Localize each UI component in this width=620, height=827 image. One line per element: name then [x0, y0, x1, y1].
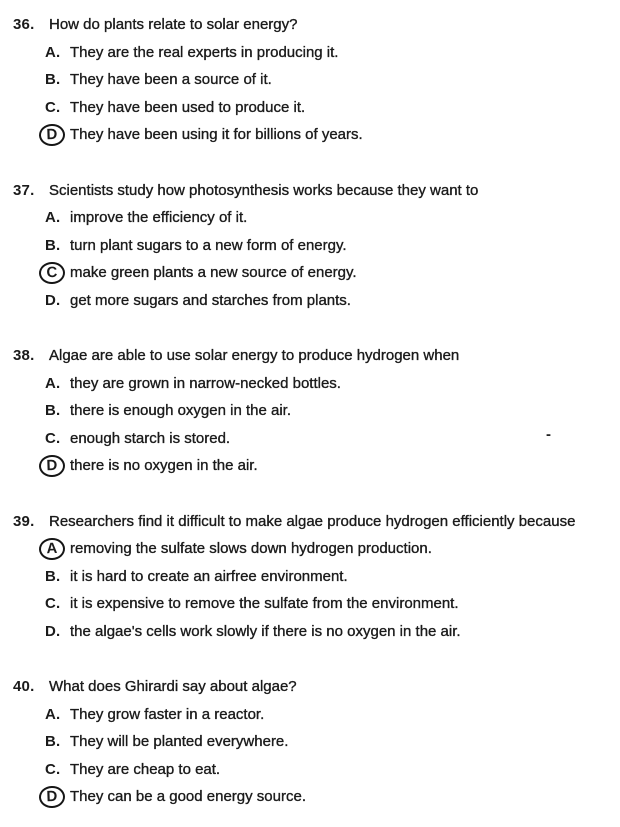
answer-option: [0, 397, 620, 425]
option-letter: B.: [45, 236, 61, 254]
answer-option: [0, 39, 620, 67]
question-text: Algae are able to use solar energy to produce hydrogen when: [49, 347, 460, 364]
option-letter: C.: [45, 760, 61, 778]
option-letter-circled-answer: D: [39, 455, 66, 478]
option-text: there is enough oxygen in the air.: [70, 402, 291, 419]
option-letter-circled-answer: A: [39, 538, 66, 561]
answer-option: [0, 563, 620, 591]
question-40: [0, 673, 620, 811]
option-letter: D.: [45, 622, 61, 640]
answer-option: [0, 618, 620, 646]
answer-option: [0, 783, 620, 811]
option-text: make green plants a new source of energy.: [70, 264, 357, 281]
answer-option: [0, 66, 620, 94]
question-line: [0, 177, 620, 205]
option-letter: A.: [45, 705, 61, 723]
option-text: They have been a source of it.: [70, 71, 272, 88]
answer-option: [0, 94, 620, 122]
option-text: removing the sulfate slows down hydrogen production.: [70, 540, 432, 557]
answer-option: [0, 204, 620, 232]
question-line: [0, 673, 620, 701]
option-letter: D.: [45, 291, 61, 309]
answer-option: [0, 121, 620, 149]
option-list: [0, 701, 620, 811]
question-text: Researchers find it difficult to make algae produce hydrogen efficiently because: [49, 512, 576, 530]
question-37: [0, 177, 620, 315]
option-letter: A.: [45, 209, 61, 226]
option-text: They grow faster in a reactor.: [70, 705, 265, 723]
option-text: get more sugars and starches from plants.: [70, 291, 351, 309]
option-letter: B.: [45, 402, 61, 419]
answer-option: [0, 425, 620, 453]
option-text: They are the real experts in producing it.: [70, 43, 339, 61]
option-text: They will be planted everywhere.: [70, 733, 289, 750]
answer-option: [0, 590, 620, 618]
option-list: [0, 204, 620, 314]
option-text: improve the efficiency of it.: [70, 209, 248, 226]
answer-option: [0, 232, 620, 260]
option-text: They are cheap to eat.: [70, 760, 221, 778]
option-text: They can be a good energy source.: [70, 788, 306, 805]
option-letter-circled-answer: C: [39, 262, 66, 285]
option-letter-circled-answer: D: [39, 786, 66, 809]
question-39: [0, 508, 620, 646]
answer-option: [0, 259, 620, 287]
answer-option: [0, 756, 620, 784]
stray-pen-mark: -: [546, 426, 551, 443]
option-letter: B.: [45, 567, 61, 585]
option-letter: B.: [45, 733, 61, 750]
question-36: [0, 11, 620, 149]
option-letter: C.: [45, 98, 61, 116]
question-line: [0, 508, 620, 536]
option-text: They have been used to produce it.: [70, 98, 306, 116]
question-number: 37.: [13, 181, 35, 199]
answer-option: [0, 535, 620, 563]
option-list: [0, 370, 620, 480]
question-38: [0, 342, 620, 480]
answer-option: [0, 452, 620, 480]
option-letter: A.: [45, 43, 61, 61]
question-list: [0, 11, 620, 811]
option-letter-circled-answer: D: [39, 124, 66, 147]
option-list: [0, 535, 620, 645]
answer-option: [0, 370, 620, 398]
option-text: They have been using it for billions of years.: [70, 126, 363, 143]
option-letter: C.: [45, 429, 61, 447]
option-text: there is no oxygen in the air.: [70, 457, 258, 474]
answer-option: [0, 287, 620, 315]
option-text: the algae's cells work slowly if there is no oxygen in the air.: [70, 622, 461, 640]
question-line: [0, 11, 620, 39]
question-number: 40.: [13, 678, 35, 695]
question-line: [0, 342, 620, 370]
option-text: enough starch is stored.: [70, 429, 231, 447]
option-letter: B.: [45, 71, 61, 88]
option-list: [0, 39, 620, 149]
option-text: it is hard to create an airfree environment.: [70, 567, 348, 585]
question-number: 39.: [13, 512, 35, 530]
option-letter: A.: [45, 374, 61, 392]
question-text: How do plants relate to solar energy?: [49, 16, 298, 33]
question-text: What does Ghirardi say about algae?: [49, 678, 297, 695]
question-number: 36.: [13, 16, 35, 33]
option-text: turn plant sugars to a new form of energy.: [70, 236, 347, 254]
option-letter: C.: [45, 595, 61, 612]
answer-option: [0, 728, 620, 756]
answer-option: [0, 701, 620, 729]
option-text: they are grown in narrow-necked bottles.: [70, 374, 341, 392]
question-text: Scientists study how photosynthesis works because they want to: [49, 181, 479, 199]
option-text: it is expensive to remove the sulfate from the environment.: [70, 595, 459, 612]
question-number: 38.: [13, 347, 35, 364]
